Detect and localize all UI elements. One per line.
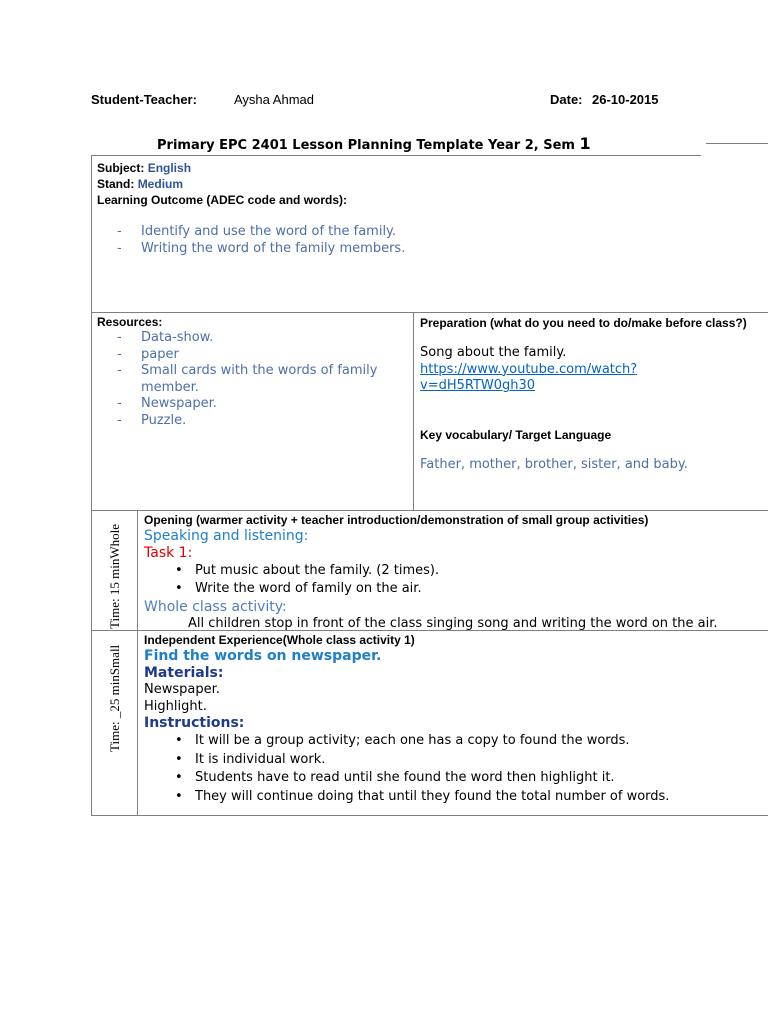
vocab-text: Father, mother, brother, sister, and baby. <box>420 456 688 472</box>
material-item: Newspaper. <box>144 682 220 697</box>
date-value: 26-10-2015 <box>592 92 659 107</box>
list-item: - Data-show. <box>96 330 402 347</box>
table-left-border <box>91 155 92 816</box>
subject-line <box>97 160 697 176</box>
time-column-divider <box>137 510 138 815</box>
resources-cell <box>97 315 402 430</box>
student-teacher-name: Aysha Ahmad <box>234 92 314 107</box>
list-item: - Small cards with the words of family member. <box>96 363 402 396</box>
stand-value: Medium <box>137 177 184 191</box>
link-line-1[interactable]: https://www.youtube.com/watch? <box>420 361 638 377</box>
list-item: - Puzzle. <box>96 413 402 430</box>
opening-heading: Opening (warmer activity + teacher introduction/demonstration of small group activities) <box>144 513 649 527</box>
independent-time: Time: _25 min <box>107 675 122 752</box>
whole-class-text: All children stop in front of the class singing song and writing the word on the air. <box>188 616 718 631</box>
list-item: - Writing the word of the family members. <box>96 241 697 258</box>
material-item: Highlight. <box>144 698 207 714</box>
list-item: • Write the word of family on the air. <box>144 580 764 598</box>
table-bottom-rule <box>91 815 768 816</box>
subject-value: English <box>147 161 192 175</box>
list-item: - Identify and use the word of the family. <box>96 224 697 241</box>
resources-divider <box>413 312 414 510</box>
vocab-label: Key vocabulary/ Target Language <box>420 427 612 442</box>
opening-cell <box>144 513 764 632</box>
list-item: - paper <box>96 347 402 364</box>
task-label: Task 1: <box>144 545 193 561</box>
list-item: • It will be a group activity; each one has a copy to found the words. <box>144 732 764 751</box>
instructions-bullets <box>144 732 764 806</box>
row-divider-2 <box>91 510 768 511</box>
table-top-rule <box>91 155 701 156</box>
opening-bullets <box>144 562 764 598</box>
preparation-cell <box>420 315 760 473</box>
resources-list <box>96 330 402 430</box>
opening-time: Time: 15 min <box>107 558 122 629</box>
independent-cell <box>144 633 764 806</box>
list-item: - Newspaper. <box>96 396 402 413</box>
page-title <box>157 134 591 153</box>
youtube-link[interactable] <box>420 362 760 395</box>
independent-heading: Independent Experience(Whole class activity 1) <box>144 633 415 647</box>
instructions-label: Instructions: <box>144 715 245 732</box>
independent-subheading: Find the words on newspaper. <box>144 648 382 664</box>
independent-group: Small <box>107 644 122 676</box>
subject-label: Subject: <box>97 161 145 175</box>
preparation-label: Preparation (what do you need to do/make before class?) <box>420 316 747 330</box>
link-line-2[interactable]: v=dH5RTW0gh30 <box>420 378 536 394</box>
list-item: • Put music about the family. (2 times). <box>144 562 764 580</box>
opening-time-label <box>107 524 123 629</box>
opening-group: Whole <box>107 524 122 559</box>
title-side-rule <box>706 143 768 144</box>
song-text: Song about the family. <box>420 345 567 360</box>
list-item: • Students have to read until she found the word then highlight it. <box>144 769 764 788</box>
outcome-list <box>96 224 697 257</box>
learning-outcome-label: Learning Outcome (ADEC code and words): <box>97 193 348 207</box>
title-sem-number: 1 <box>579 134 591 153</box>
overview-cell <box>97 160 697 257</box>
list-item: • They will continue doing that until they found the total number of words. <box>144 788 764 807</box>
title-text: Primary EPC 2401 Lesson Planning Template Year 2, Sem <box>157 138 580 153</box>
student-teacher-label: Student-Teacher: <box>91 92 197 107</box>
independent-time-label <box>107 645 123 752</box>
whole-class-label: Whole class activity: <box>144 599 287 615</box>
opening-subheading: Speaking and listening: <box>144 528 309 544</box>
date-label: Date: <box>550 92 583 107</box>
stand-label: Stand: <box>97 177 135 191</box>
list-item: • It is individual work. <box>144 751 764 770</box>
stand-line <box>97 176 697 192</box>
materials-label: Materials: <box>144 665 224 681</box>
resources-label: Resources: <box>97 315 163 329</box>
row-divider-1 <box>91 312 768 313</box>
